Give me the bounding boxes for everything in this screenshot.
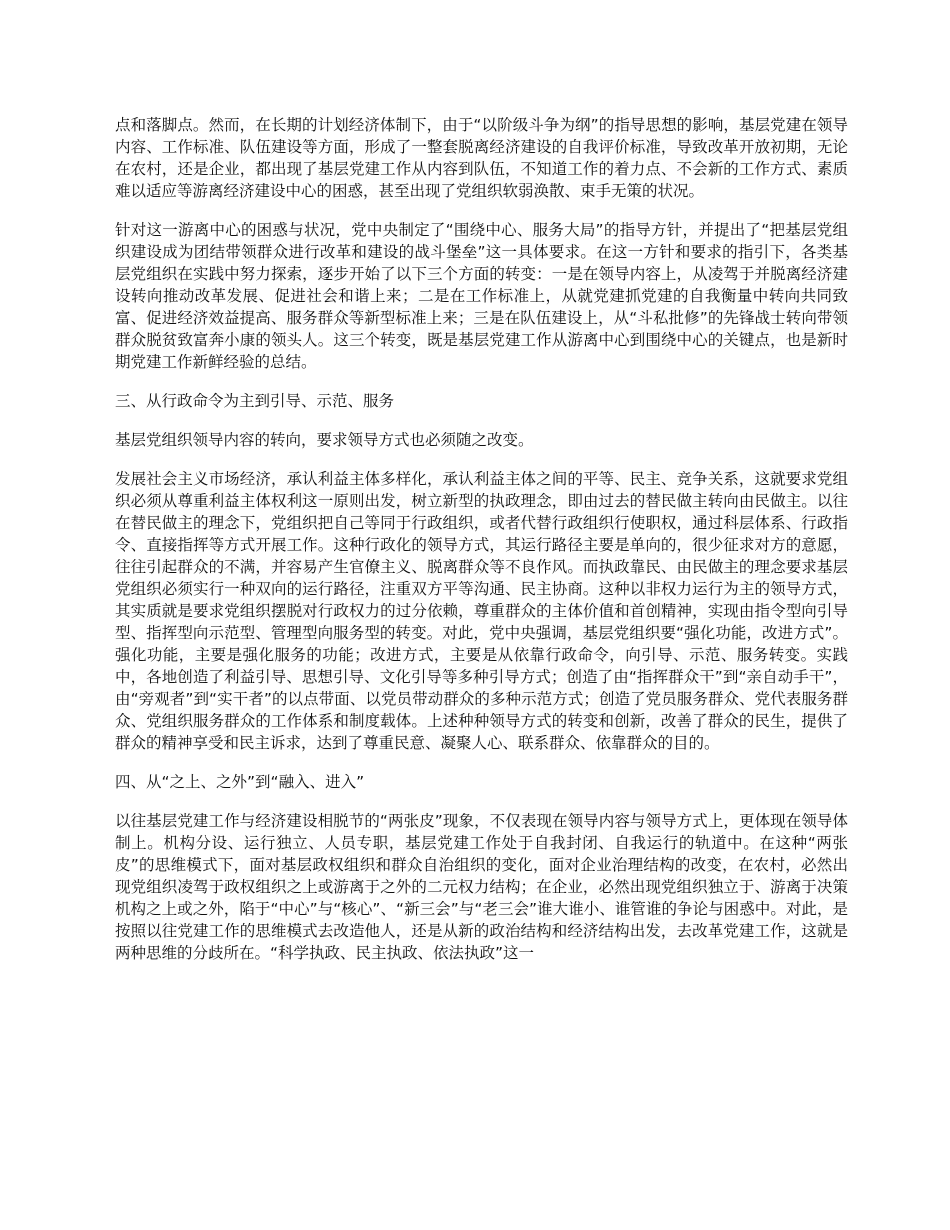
paragraph-4: 发展社会主义市场经济，承认利益主体多样化，承认利益主体之间的平等、民主、竞争关系，这就要求党组织必须从尊重利益主体权利这一原则出发，树立新型的执政理念，即由过去的替民做主转向由民做主。以往在替民做主的理念下，党组织把自己等同于行政组织，或者代替行政组织行使职权，通过科层体系、行政指令、直接指挥等方式开展工作。这种行政化的领导方式，其运行路径主要是单向的，很少征求对方的意愿，往往引起群众的不满，并容易产生官僚主义、脱离群众等不良作风。而执政靠民、由民做主的理念要求基层党组织必须实行一种双向的运行路径，注重双方平等沟通、民主协商。这种以非权力运行为主的领导方式，其实质就是要求党组织摆脱对行政权力的过分依赖，尊重群众的主体价值和首创精神，实现由指令型向引导型、指挥型向示范型、管理型向服务型的转变。对此，党中央强调，基层党组织要“强化功能，改进方式”。强化功能，主要是强化服务的功能；改进方式，主要是从依靠行政命令，向引导、示范、服务转变。实践中，各地创造了利益引导、思想引导、文化引导等多种引导方式；创造了由“指挥群众干”到“亲自动手干”，由“旁观者”到“实干者”的以点带面、以党员带动群众的多种示范方式；创造了党员服务群众、党代表服务群众、党组织服务群众的工作体系和制度载体。上述种种领导方式的转变和创新，改善了群众的民生，提供了群众的精神享受和民主诉求，达到了尊重民意、凝聚人心、联系群众、依靠群众的目的。	[115, 470, 848, 752]
paragraph-5: 以往基层党建工作与经济建设相脱节的“两张皮”现象，不仅表现在领导内容与领导方式上，更体现在领导体制上。机构分设、运行独立、人员专职，基层党建工作处于自我封闭、自我运行的轨道中。在这种“两张皮”的思维模式下，面对基层政权组织和群众自治组织的变化，面对企业治理结构的改变，在农村，必然出现党组织凌驾于政权组织之上或游离于之外的二元权力结构；在企业，必然出现党组织独立于、游离于决策机构之上或之外，陷于“中心”与“核心”、“新三会”与“老三会”谁大谁小、谁管谁的争论与困惑中。对此，是按照以往党建工作的思维模式去改造他人，还是从新的政治结构和经济结构出发，去改革党建工作，这就是两种思维的分歧所在。“科学执政、民主执政、依法执政”这一	[115, 812, 848, 962]
paragraph-1: 点和落脚点。然而，在长期的计划经济体制下，由于“以阶级斗争为纲”的指导思想的影响，基层党建在领导内容、工作标准、队伍建设等方面，形成了一整套脱离经济建设的自我评价标准，导致改革开放初期，无论在农村，还是企业，都出现了基层党建工作从内容到队伍，不知道工作的着力点、不会新的工作方式、素质难以适应等游离经济建设中心的困惑，甚至出现了党组织软弱涣散、束手无策的状况。	[115, 116, 848, 200]
section-heading-4: 四、从“之上、之外”到“融入、进入”	[115, 773, 365, 791]
section-heading-3: 三、从行政命令为主到引导、示范、服务	[115, 392, 395, 410]
document-body	[115, 114, 848, 981]
paragraph-3: 基层党组织领导内容的转向，要求领导方式也必须随之改变。	[115, 431, 534, 449]
paragraph-2: 针对这一游离中心的困惑与状况，党中央制定了“围绕中心、服务大局”的指导方针，并提出了“把基层党组织建设成为团结带领群众进行改革和建设的战斗堡垒”这一具体要求。在这一方针和要求的指引下，各类基层党组织在实践中努力探索，逐步开始了以下三个方面的转变：一是在领导内容上，从凌驾于并脱离经济建设转向推动改革发展、促进社会和谐上来；二是在工作标准上，从就党建抓党建的自我衡量中转向共同致富、促进经济效益提高、服务群众等新型标准上来；三是在队伍建设上，从“斗私批修”的先锋战士转向带领群众脱贫致富奔小康的领头人。这三个转变，既是基层党建工作从游离中心到围绕中心的关键点，也是新时期党建工作新鲜经验的总结。	[115, 221, 848, 371]
